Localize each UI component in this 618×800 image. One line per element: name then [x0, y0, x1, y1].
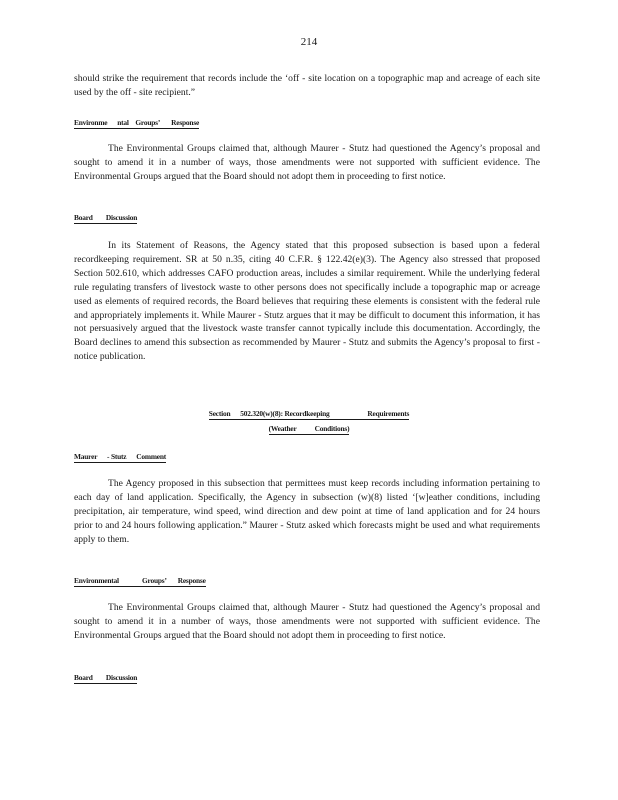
section-heading-subtitle: (Weather Conditions)	[268, 424, 350, 433]
section-heading-line2	[0, 424, 618, 435]
heading-board-discussion: Board Discussion	[74, 213, 138, 222]
paragraph-board-discussion: In its Statement of Reasons, the Agency stated that this proposed subsection is based upon a federal recordkeeping requirement. SR at 50 n.35, citing 40 C.F.R. § 122.42(e)(3). The Agency also stressed that proposed Section 502.610, which addresses CAFO production areas, includes a similar requirement. While the underlying federal rule regulating transfers of livestock waste to other persons does not specifically include a topographic map or acreage used as elements of required records, the Board believes that requiring these elements is consistent with the federal rule and appropriately implements it. While Maurer - Stutz argues that it may be difficult to document this information, it has not persuasively argued that the livestock waste transfer cannot typically include this documentation. Accordingly, the Board declines to amend this subsection as recommended by Maurer - Stutz and submits the Agency’s proposal to first - notice publication.	[74, 240, 540, 363]
section-heading-title: Section 502.320(w)(8): Recordkeeping Requirements	[208, 409, 410, 418]
paragraph-environmental-groups-claim: The Environmental Groups claimed that, although Maurer - Stutz had questioned the Agency’s proposal and sought to amend it in a number of ways, those amendments were not supported with sufficient evidence. The Environmental Groups argued that the Board should not adopt them in proceeding to first notice.	[74, 143, 540, 182]
section-heading-line1	[0, 409, 618, 420]
heading-maurer-stutz-comment: Maurer - Stutz Comment	[74, 452, 167, 461]
page-number: 214	[300, 36, 318, 48]
paragraph-maurer-stutz-comment: The Agency proposed in this subsection that permittees must keep records including information pertaining to each day of land application. Specifically, the Agency in subsection (w)(8) listed ‘[w]eather conditions, including precipitation, air temperature, wind speed, wind direction and dew point at time of land application and for 24 hours prior to and 24 hours following application.” Maurer - Stutz asked which forecasts might be used and what requirements apply to them.	[74, 478, 540, 545]
heading-environmental-groups-response-2: Environmental Groups’ Response	[74, 576, 206, 585]
paragraph-continuation: should strike the requirement that records include the ‘off - site location on a topographic map and acreage of each site used by the off - site recipient.”	[74, 73, 540, 98]
heading-board-discussion-2: Board Discussion	[74, 673, 138, 682]
paragraph-environmental-groups-claim-2: The Environmental Groups claimed that, although Maurer - Stutz had questioned the Agency’s proposal and sought to amend it in a number of ways, those amendments were not supported with sufficient evidence. The Environmental Groups argued that the Board should not adopt them in proceeding to first notice.	[74, 602, 540, 641]
heading-environmental-groups-response: Environme ntal Groups’ Response	[74, 118, 200, 127]
